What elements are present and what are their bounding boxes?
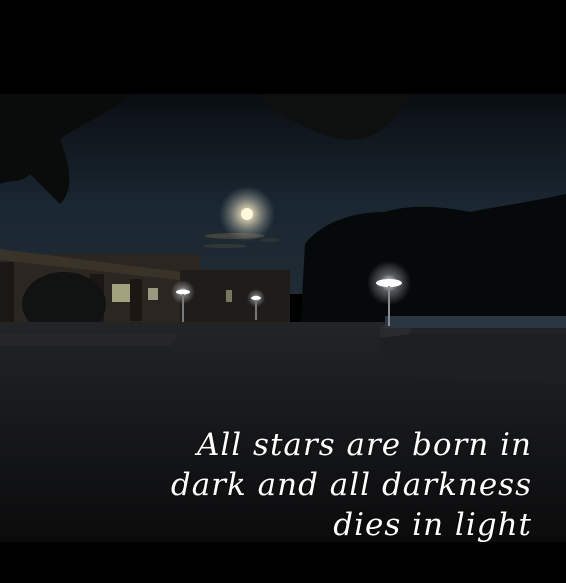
letterbox-bottom bbox=[0, 542, 566, 583]
building-pillar bbox=[130, 279, 142, 321]
quote-line-1: All stars are born in bbox=[196, 427, 532, 463]
moon bbox=[241, 208, 253, 220]
quote-line-2: dark and all darkness bbox=[170, 467, 532, 503]
building-far bbox=[180, 270, 290, 322]
letterbox-top bbox=[0, 0, 566, 94]
water-strip bbox=[385, 316, 566, 328]
building-pillar bbox=[0, 262, 14, 322]
lit-window bbox=[112, 284, 130, 302]
cloud bbox=[260, 238, 280, 242]
curb bbox=[0, 334, 180, 346]
platform bbox=[380, 334, 566, 384]
quote-overlay bbox=[0, 425, 532, 545]
cloud bbox=[203, 244, 247, 248]
lit-window bbox=[226, 290, 232, 302]
lit-window bbox=[148, 288, 158, 300]
quote-line-3: dies in light bbox=[333, 507, 532, 543]
